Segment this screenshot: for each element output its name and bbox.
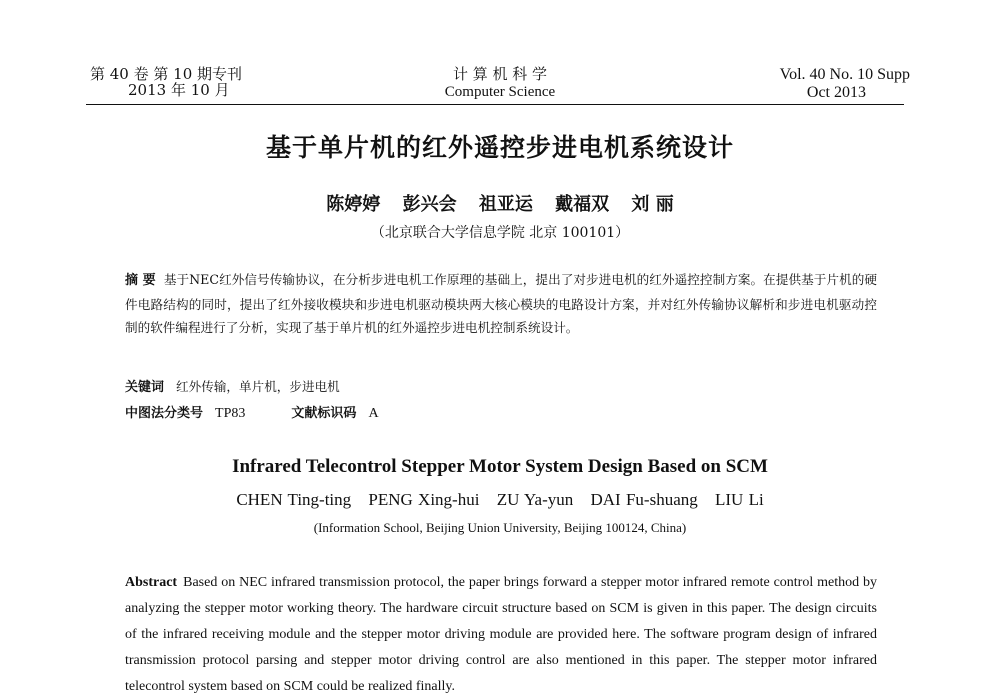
affiliation-en: (Information School, Beijing Union University, Beijing 100124, China): [313, 520, 687, 535]
header-date-en: Oct 2013: [806, 84, 866, 101]
authors-en: [0, 490, 1000, 510]
author-cn: 戴福双: [555, 194, 610, 215]
author-cn: 陈婷婷: [326, 194, 381, 215]
clc-label: 中图法分类号: [125, 406, 204, 421]
paper-title-en: Infrared Telecontrol Stepper Motor System Design Based on SCM: [232, 456, 768, 477]
abstract-cn-text: 基于NEC红外信号传输协议，在分析步进电机工作原理的基础上，提出了对步进电机的红外遥控控制方案。在提供基于片机的硬件电路结构的同时，提出了红外接收模块和步进电机驱动模块两大核心模块的电路设计方案，并对红外传输协议解析和步进电机驱动控制的软件编程进行了分析，实现了基于单片机的红外遥控步进电机控制系统设计。: [125, 272, 878, 335]
author-cn: 祖亚运: [478, 194, 533, 215]
doc-code-label: 文献标识码: [291, 406, 357, 421]
keywords-cn-label: 关键词: [125, 380, 165, 395]
keywords-cn-text: 红外传输，单片机，步进电机: [176, 379, 340, 394]
author-cn: 彭兴会: [402, 194, 457, 215]
author-en: PENG Xing-hui: [368, 490, 480, 509]
author-en: DAI Fu-shuang: [590, 490, 698, 509]
abstract-cn-label: 摘 要: [125, 273, 156, 288]
header-journal-cn: 计 算 机 科 学: [452, 65, 548, 83]
keywords-cn: [125, 376, 340, 395]
abstract-en: [125, 570, 877, 700]
header-volume-issue: 第 40 卷 第 10 期专刊: [90, 65, 243, 83]
clc-value: TP83: [215, 406, 246, 421]
authors-cn: [0, 190, 1000, 216]
header-rule: [86, 104, 904, 105]
abstract-en-label: Abstract: [125, 575, 178, 590]
doc-code-value: A: [368, 406, 379, 421]
header-journal-en: Computer Science: [444, 84, 556, 100]
classification: [125, 402, 379, 422]
abstract-cn: [125, 268, 877, 340]
author-en: LIU Li: [715, 490, 764, 509]
author-en: CHEN Ting-ting: [236, 490, 352, 509]
header-date-cn: 2013 年 10 月: [128, 81, 230, 99]
abstract-en-text: Based on NEC infrared transmission protocol, the paper brings forward a stepper motor infrared remote control method by analyzing the stepper motor working theory. The hardware circuit structure based on SCM is given in this paper. The design circuits of the infrared receiving module and the stepper motor driving module are provided here. The software program design of infrared transmission protocol parsing and stepper motor driving control are also mentioned in this paper. The stepper motor infrared telecontrol system based on SCM could be realized finally.: [125, 575, 877, 694]
affiliation-cn: （北京联合大学信息学院 北京 100101）: [370, 225, 630, 241]
header-volume-en: Vol. 40 No. 10 Supp: [779, 66, 910, 83]
author-cn: 刘 丽: [631, 194, 674, 215]
paper-title-cn: 基于单片机的红外遥控步进电机系统设计: [265, 133, 734, 162]
author-en: ZU Ya-yun: [496, 490, 574, 509]
